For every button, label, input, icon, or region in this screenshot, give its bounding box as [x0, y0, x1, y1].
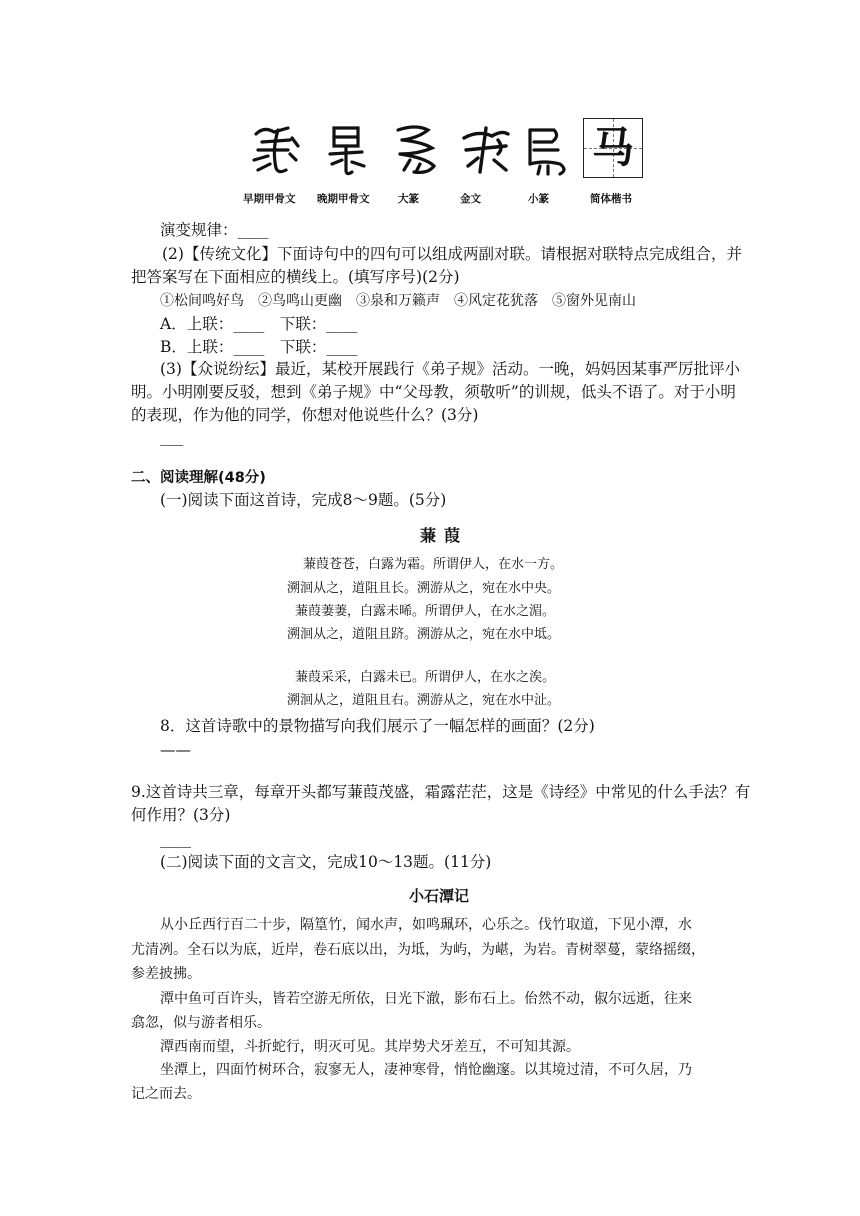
q2-options: ①松间鸣好鸟 ②鸟鸣山更幽 ③泉和万籁声 ④风定花犹落 ⑤窗外见南山: [160, 293, 636, 309]
q9-blank: ____: [160, 830, 191, 848]
essay-line: 记之而去。: [131, 1086, 201, 1102]
q3-line2: 明。小明刚要反驳，想到《弟子规》中“父母教，须敬听”的训规，低头不语了。对于小明: [131, 383, 736, 401]
modern-char: 马: [591, 123, 634, 172]
q2-line1: (2)【传统文化】下面诗句中的四句可以组成两副对联。请根据对联特点完成组合，并: [162, 245, 742, 263]
q8-blank: ——: [160, 741, 191, 759]
evolution-rule-question: 演变规律：____: [160, 221, 269, 239]
essay-line: 尤清冽。全石以为底，近岸，卷石底以出，为坻，为屿，为嵁，为岩。青树翠蔓，蒙络摇缀，: [131, 942, 705, 958]
q9-line1: 9.这首诗共三章，每章开头都写蒹葭茂盛，霜露茫茫，这是《诗经》中常见的什么手法？有: [131, 783, 751, 801]
poem-line: 溯洄从之，道阻且长。溯游从之，宛在水中央。: [287, 581, 561, 596]
essay-line: 坐潭上，四面竹树环合，寂寥无人，凄神寒骨，悄怆幽邃。以其境过清，不可久居，乃: [160, 1062, 692, 1078]
modern-char-grid: [583, 118, 643, 178]
essay-line: 从小丘西行百二十步，隔篁竹，闻水声，如鸣珮环，心乐之。伐竹取道，下见小潭，水: [160, 917, 692, 933]
q3-line3: 的表现，作为他的同学，你想对他说些什么？(3分): [131, 406, 479, 424]
section2-heading: 二、阅读理解(48分): [131, 470, 266, 486]
small-seal-glyph: [520, 120, 572, 178]
label-large-seal: 大篆: [398, 193, 419, 205]
part2-instruction: (二)阅读下面的文言文，完成10～13题。(11分): [160, 853, 492, 871]
essay-line: 翕忽，似与游者相乐。: [131, 1015, 271, 1031]
essay-line: 潭西南而望，斗折蛇行，明灭可见。其岸势犬牙差互，不可知其源。: [160, 1039, 580, 1055]
bronze-glyph: [458, 120, 514, 178]
q2-answer-a: A．上联：____ 下联：____: [160, 315, 358, 333]
large-seal-glyph: [388, 120, 444, 178]
poem-line: 溯洄从之，道阻且跻。溯游从之，宛在水中坻。: [287, 627, 561, 642]
label-early-oracle: 早期甲骨文: [243, 193, 296, 205]
poem-line: 溯洄从之，道阻且右。溯游从之，宛在水中沚。: [287, 693, 561, 708]
q2-answer-b: B．上联：____ 下联：____: [160, 338, 358, 356]
poem-line: 蒹葭采采，白露未已。所谓伊人，在水之涘。: [295, 670, 556, 685]
early-oracle-glyph: [248, 120, 304, 178]
essay-line: 潭中鱼可百许头，皆若空游无所依，日光下澈，影布石上。佁然不动，俶尔远逝，往来: [160, 991, 692, 1007]
late-oracle-glyph: [322, 120, 372, 178]
poem-line: 蒹葭苍苍，白露为霜。所谓伊人，在水一方。: [303, 557, 564, 572]
label-small-seal: 小篆: [528, 193, 549, 205]
poem-line: 蒹葭萋萋，白露未晞。所谓伊人，在水之湄。: [295, 604, 556, 619]
q2-line2: 把答案写在下面相应的横线上。(填写序号)(2分): [131, 268, 460, 286]
essay-title: 小石潭记: [409, 887, 470, 905]
label-late-oracle: 晚期甲骨文: [317, 193, 370, 205]
part1-instruction: (一)阅读下面这首诗，完成8～9题。(5分): [160, 491, 447, 509]
q3-blank: ___: [160, 428, 184, 446]
q9-line2: 何作用？(3分): [131, 806, 231, 824]
q3-line1: (3)【众说纷纭】最近，某校开展践行《弟子规》活动。一晚，妈妈因某事严厉批评小: [160, 360, 740, 378]
label-kaishu: 简体楷书: [590, 193, 632, 205]
essay-line: 参差披拂。: [131, 966, 201, 982]
label-bronze: 金文: [460, 193, 481, 205]
poem-title: 蒹葭: [420, 526, 469, 545]
q8-text: 8．这首诗歌中的景物描写向我们展示了一幅怎样的画面？(2分): [160, 717, 595, 735]
